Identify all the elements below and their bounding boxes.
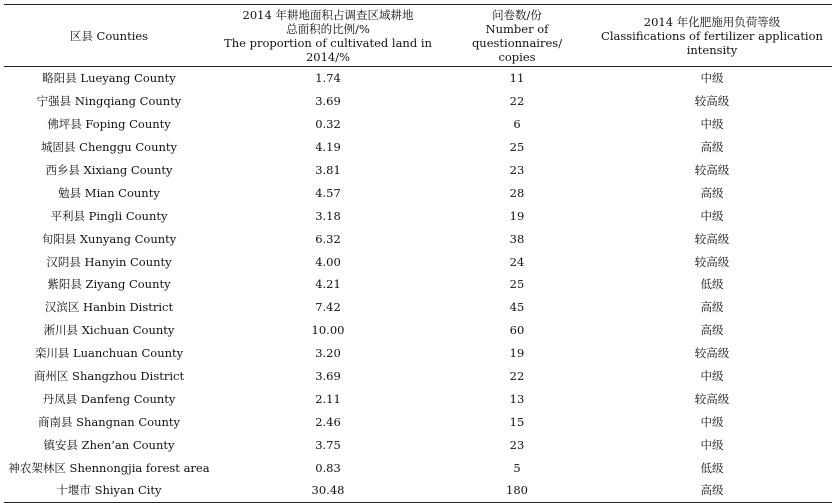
cell-proportion: 1.74: [315, 71, 341, 86]
cell-classification: 中级: [700, 437, 724, 452]
cell-proportion: 4.00: [315, 254, 341, 269]
cell-proportion: 3.18: [315, 208, 341, 223]
header-classification-line1: 2014 年化肥施用负荷等级: [643, 15, 781, 29]
header-proportion-line1: 2014 年耕地面积占调查区域耕地: [242, 8, 414, 22]
cell-questionnaires: 22: [509, 369, 525, 384]
cell-classification: 中级: [700, 71, 724, 86]
table-row: [4, 456, 832, 479]
cell-questionnaires: 23: [509, 437, 525, 452]
cell-proportion: 30.48: [214, 479, 442, 502]
header-questionnaires-line1: 问卷数/份: [492, 8, 542, 22]
cell-proportion: 2.46: [315, 414, 341, 429]
cell-county: 紫阳县 Ziyang County: [47, 277, 171, 292]
table-row: [4, 181, 832, 204]
cell-classification: 中级: [700, 117, 724, 132]
cell-county: 宁强县 Ningqiang County: [36, 94, 182, 109]
cell-county: 略阳县 Lueyang County: [42, 71, 176, 86]
header-questionnaires: [442, 5, 592, 67]
cell-questionnaires: 5: [513, 460, 521, 475]
header-questionnaires-line3: copies: [498, 50, 536, 64]
cell-county: 神农架林区 Shennongjia forest area: [8, 460, 210, 475]
cell-questionnaires: 13: [509, 391, 525, 406]
cell-proportion: 4.57: [315, 185, 341, 200]
cell-proportion: 7.42: [315, 300, 341, 315]
cell-county: 勉县 Mian County: [58, 185, 160, 200]
table-row: [4, 365, 832, 388]
cell-county: 镇安县 Zhen’an County: [43, 437, 175, 452]
table-row: [4, 410, 832, 433]
header-proportion-line3: The proportion of cultivated land in 2014/%: [224, 36, 432, 64]
cell-proportion: 4.21: [315, 277, 341, 292]
cell-classification: 高级: [700, 323, 724, 338]
cell-questionnaires: 60: [509, 323, 525, 338]
cell-proportion: 0.83: [315, 460, 341, 475]
cell-proportion: 2.11: [315, 391, 341, 406]
header-counties-label: 区县 Counties: [69, 29, 149, 43]
cell-proportion: 3.69: [315, 369, 341, 384]
cell-classification: 高级: [700, 140, 724, 155]
table-row: [4, 227, 832, 250]
table-row: [4, 296, 832, 319]
cell-county: 西乡县 Xixiang County: [45, 163, 173, 177]
header-proportion-line2: 总面积的比例/%: [286, 22, 370, 36]
cell-classification: 高级: [700, 185, 724, 200]
cell-proportion: 10.00: [311, 323, 345, 338]
table-row: [4, 273, 832, 296]
cell-classification: 低级: [700, 277, 724, 292]
cell-proportion: 3.81: [315, 163, 341, 177]
cell-classification: 高级: [592, 479, 832, 502]
table-body: [4, 67, 832, 503]
cell-questionnaires: 28: [509, 185, 525, 200]
cell-proportion: 4.19: [315, 140, 341, 155]
cell-questionnaires: 6: [513, 117, 521, 132]
cell-proportion: 0.32: [315, 117, 341, 132]
cell-classification: 中级: [700, 369, 724, 384]
cell-county: 淅川县 Xichuan County: [43, 323, 175, 338]
header-row: [4, 5, 832, 67]
table-row: [4, 90, 832, 113]
cell-questionnaires: 180: [442, 479, 592, 502]
cell-county: 汉阴县 Hanyin County: [46, 254, 172, 269]
cell-county: 栾川县 Luanchuan County: [34, 346, 184, 361]
cell-classification: 中级: [700, 414, 724, 429]
cell-proportion: 6.32: [315, 231, 341, 246]
cell-proportion: 3.75: [315, 437, 341, 452]
table-row: [4, 433, 832, 456]
table-row: [4, 67, 832, 90]
cell-county: 平利县 Pingli County: [50, 208, 168, 223]
table-row: [4, 204, 832, 227]
table-row: [4, 159, 832, 182]
cell-county: 商南县 Shangnan County: [37, 414, 181, 429]
cell-questionnaires: 38: [509, 231, 525, 246]
header-classification: [592, 5, 832, 67]
cell-questionnaires: 22: [509, 94, 525, 109]
cell-county: 商州区 Shangzhou District: [33, 369, 185, 384]
table-row: [4, 342, 832, 365]
cell-classification: 较高级: [694, 231, 730, 246]
table-row: [4, 387, 832, 410]
cell-classification: 低级: [700, 460, 724, 475]
header-counties: [4, 5, 214, 67]
cell-questionnaires: 23: [509, 163, 525, 177]
header-classification-line2: Classifications of fertilizer application: [601, 29, 823, 43]
cell-questionnaires: 19: [509, 346, 525, 361]
cell-classification: 较高级: [694, 94, 730, 109]
table-row: [4, 479, 832, 502]
fertilizer-survey-table: [4, 4, 832, 503]
cell-classification: 较高级: [694, 346, 730, 361]
table-row: [4, 113, 832, 136]
cell-proportion: 3.69: [315, 94, 341, 109]
table-header: [4, 5, 832, 67]
cell-questionnaires: 25: [509, 277, 525, 292]
cell-questionnaires: 19: [509, 208, 525, 223]
table-row: [4, 136, 832, 159]
cell-county: 城固县 Chenggu County: [40, 140, 177, 155]
cell-county: 丹凤县 Danfeng County: [42, 391, 176, 406]
cell-county: 汉滨区 Hanbin District: [44, 300, 174, 315]
cell-questionnaires: 15: [509, 414, 525, 429]
cell-county: 佛坪县 Foping County: [47, 117, 171, 132]
cell-proportion: 3.20: [315, 346, 341, 361]
cell-questionnaires: 11: [509, 71, 525, 86]
header-proportion: [214, 5, 442, 67]
table-row: [4, 250, 832, 273]
cell-classification: 较高级: [694, 163, 730, 177]
cell-questionnaires: 24: [509, 254, 525, 269]
cell-classification: 较高级: [694, 254, 730, 269]
header-classification-line3: intensity: [686, 43, 738, 57]
cell-questionnaires: 45: [509, 300, 525, 315]
table-row: [4, 319, 832, 342]
cell-questionnaires: 25: [509, 140, 525, 155]
cell-classification: 较高级: [694, 391, 730, 406]
header-questionnaires-line2: Number of questionnaires/: [471, 22, 563, 50]
cell-county: 旬阳县 Xunyang County: [41, 231, 177, 246]
cell-county: 十堰市 Shiyan City: [4, 479, 214, 502]
cell-classification: 中级: [700, 208, 724, 223]
cell-classification: 高级: [700, 300, 724, 315]
